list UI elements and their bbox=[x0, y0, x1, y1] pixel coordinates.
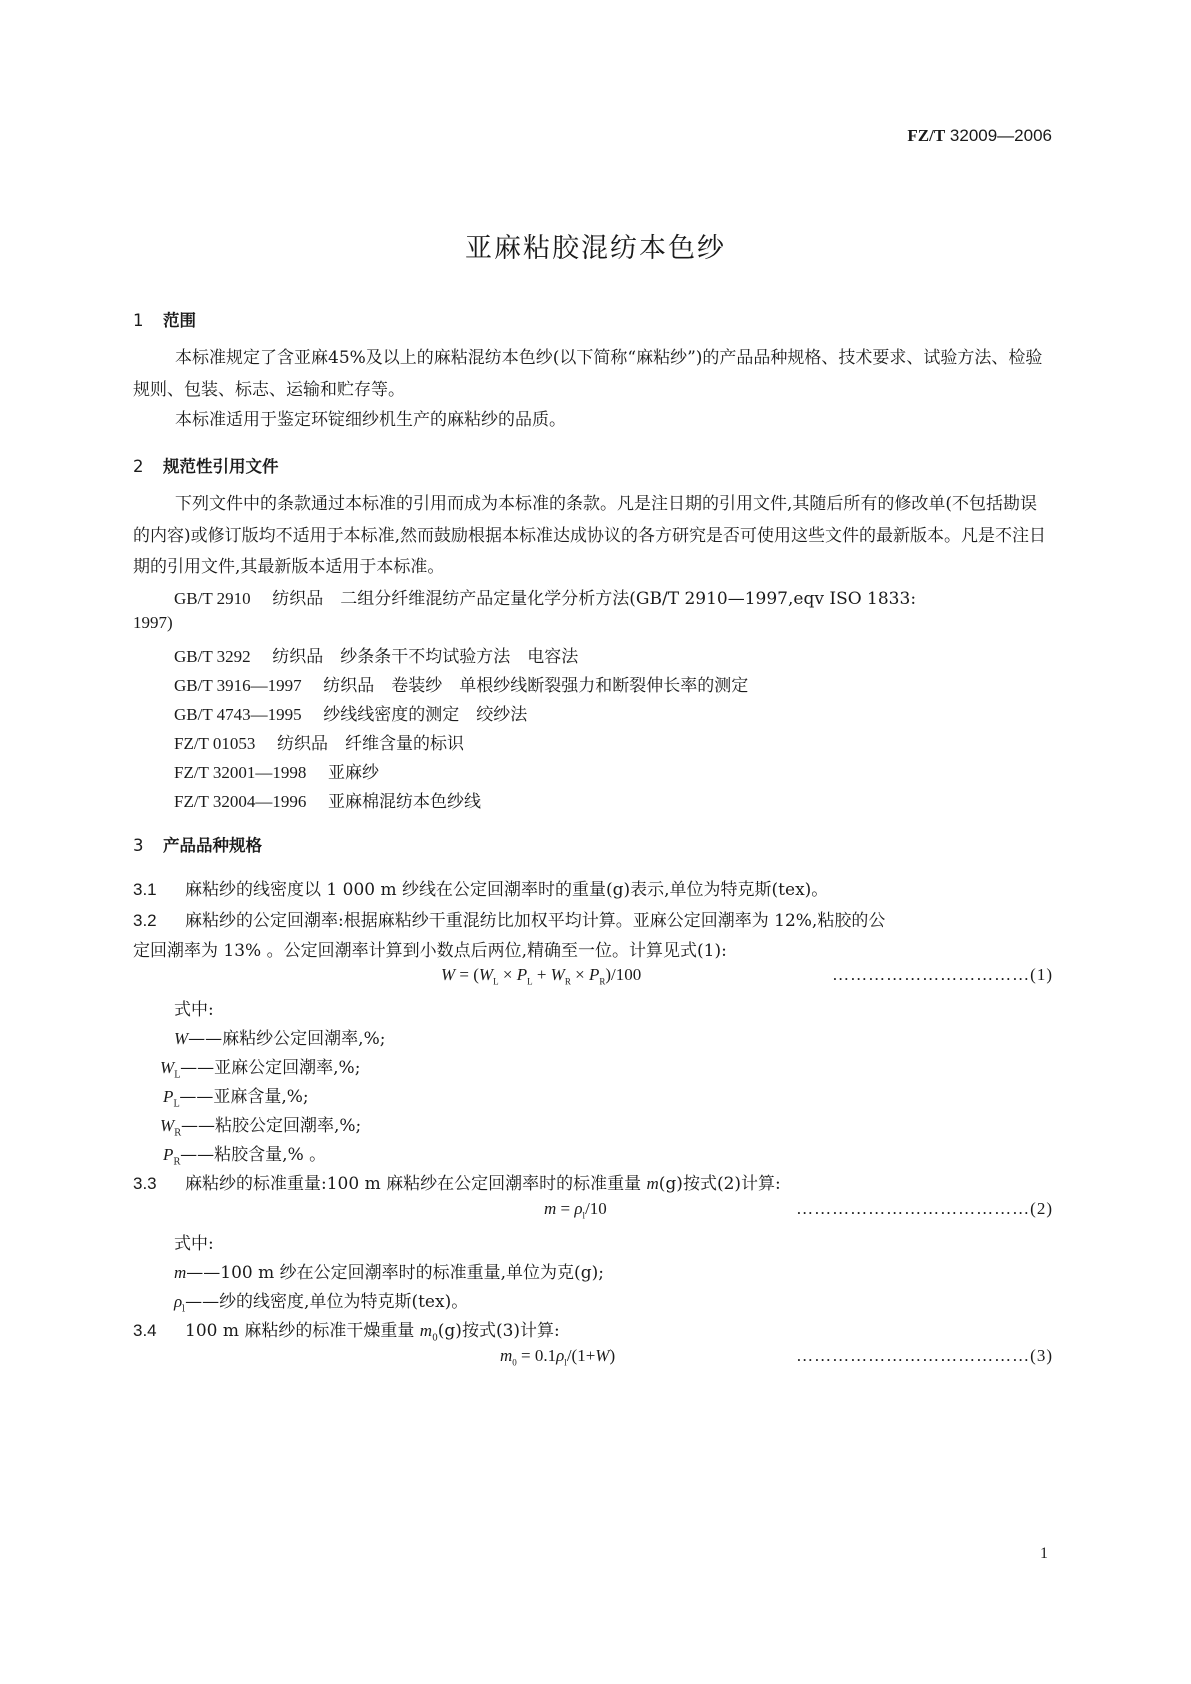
reference-item bbox=[174, 671, 748, 696]
formula-tail: /(1+ bbox=[566, 1346, 596, 1365]
formula-subscript: 0 bbox=[512, 1357, 517, 1368]
section-3-heading bbox=[133, 832, 262, 856]
page-number: 1 bbox=[1040, 1545, 1048, 1562]
variable-subscript: R bbox=[174, 1128, 181, 1139]
clause-text-tail: (g)按式(2)计算: bbox=[658, 1174, 781, 1194]
standard-code-prefix: FZ/T bbox=[907, 126, 946, 145]
variable-description: ——麻粘纱公定回潮率,%; bbox=[188, 1029, 386, 1049]
clause-text: 麻粘纱的标准重量:100 m 麻粘纱在公定回潮率时的标准重量 bbox=[185, 1174, 647, 1194]
reference-item bbox=[174, 758, 379, 783]
clause-number: 3.3 bbox=[133, 1174, 157, 1193]
clause-text: 麻粘纱的公定回潮率:根据麻粘纱干重混纺比加权平均计算。亚麻公定回潮率为 12%,粘胶的公 bbox=[185, 911, 886, 931]
variable-description: ——亚麻公定回潮率,%; bbox=[180, 1058, 361, 1078]
formula-symbol: W bbox=[550, 965, 565, 984]
variable-definition bbox=[163, 1140, 326, 1167]
variable-symbol: P bbox=[163, 1145, 174, 1164]
reference-title: 亚麻纱 bbox=[328, 763, 380, 783]
reference-code: FZ/T 32001—1998 bbox=[174, 763, 307, 782]
reference-code: GB/T 3916—1997 bbox=[174, 676, 302, 695]
section-2-heading bbox=[133, 453, 279, 477]
section-title: 产品品种规格 bbox=[163, 836, 262, 855]
variable-symbol: P bbox=[163, 1087, 174, 1106]
reference-code: FZ/T 01053 bbox=[174, 734, 256, 753]
section-number: 2 bbox=[133, 457, 144, 476]
formula-symbol: m bbox=[500, 1346, 513, 1365]
reference-item bbox=[174, 729, 464, 754]
reference-title: 亚麻棉混纺本色纱线 bbox=[328, 792, 482, 812]
formula-subscript: l bbox=[582, 1210, 586, 1221]
section-2-paragraph-1: 下列文件中的条款通过本标准的引用而成为本标准的条款。凡是注日期的引用文件,其随后所有的修改单(不包括勘误的内容)或修订版均不适用于本标准,然而鼓励根据本标准达成协议的各方研究是否可使用这些文件的最新版本。凡是不注日期的引用文件,其最新版本适用于本标准。 bbox=[133, 494, 1047, 577]
formula-symbol: W bbox=[441, 965, 456, 984]
reference-item bbox=[174, 642, 578, 667]
variable-description: ——粘胶公定回潮率,%; bbox=[180, 1116, 362, 1136]
clause-number: 3.1 bbox=[133, 880, 157, 899]
clause-text: 麻粘纱的线密度以 1 000 m 纱线在公定回潮率时的重量(g)表示,单位为特克斯(tex)。 bbox=[185, 880, 829, 900]
reference-title: 纺织品 卷装纱 单根纱线断裂强力和断裂伸长率的测定 bbox=[323, 676, 749, 696]
standard-code-number: 32009—2006 bbox=[949, 126, 1052, 145]
variable-description: ——100 m 纱在公定回潮率时的标准重量,单位为克(g); bbox=[186, 1263, 604, 1283]
variable-symbol: W bbox=[160, 1116, 175, 1135]
variable-definition bbox=[174, 1024, 385, 1049]
section-1-heading bbox=[133, 307, 196, 331]
variable-description: ——亚麻含量,%; bbox=[179, 1087, 309, 1107]
formula-symbol: P bbox=[516, 965, 528, 984]
reference-code: FZ/T 32004—1996 bbox=[174, 792, 307, 811]
section-number: 1 bbox=[133, 311, 144, 330]
variable-description: ——纱的线密度,单位为特克斯(tex)。 bbox=[185, 1292, 469, 1312]
reference-code: GB/T 2910 bbox=[174, 589, 251, 608]
clause-symbol: m bbox=[646, 1174, 659, 1193]
variable-subscript: R bbox=[173, 1157, 181, 1168]
document-title: 亚麻粘胶混纺本色纱 bbox=[465, 233, 726, 264]
reference-item-continuation bbox=[133, 613, 173, 633]
formula-2-number: …………………………………(2) bbox=[796, 1199, 1053, 1218]
clause-text-tail: (g)按式(3)计算: bbox=[437, 1321, 560, 1341]
formula-subscript: l bbox=[564, 1357, 567, 1368]
clause-3-4 bbox=[133, 1316, 560, 1343]
formula-operator: = 0.1 bbox=[516, 1346, 557, 1365]
formula-3 bbox=[500, 1346, 615, 1367]
variable-description: ——粘胶含量,% 。 bbox=[180, 1145, 327, 1165]
formula-subscript: R bbox=[599, 976, 606, 987]
clause-3-3 bbox=[133, 1169, 781, 1194]
variable-symbol: W bbox=[160, 1058, 175, 1077]
clause-number: 3.2 bbox=[133, 911, 157, 930]
clause-symbol: m bbox=[419, 1321, 433, 1340]
reference-code: GB/T 3292 bbox=[174, 647, 251, 666]
clause-text: 100 m 麻粘纱的标准干燥重量 bbox=[185, 1321, 420, 1341]
formula-1: $W = (W_L \times P_L + W_R \times P_R)/100$ bbox=[441, 965, 642, 987]
formula-symbol: W bbox=[595, 1346, 610, 1365]
clause-3-1 bbox=[133, 875, 828, 900]
formula-tail: )/100 bbox=[605, 965, 642, 984]
reference-title: 纺织品 纱条条干不均试验方法 电容法 bbox=[272, 647, 579, 667]
formula-subscript: R bbox=[564, 976, 571, 987]
clause-number: 3.4 bbox=[133, 1321, 157, 1340]
formula-subscript: L bbox=[527, 976, 533, 987]
variable-symbol: m bbox=[174, 1263, 187, 1282]
reference-item bbox=[174, 700, 527, 725]
formula-2 bbox=[544, 1199, 607, 1220]
section-1-paragraph-1: 本标准规定了含亚麻45%及以上的麻粘混纺本色纱(以下简称“麻粘纱”)的产品品种规格、技术要求、试验方法、检验规则、包装、标志、运输和贮存等。 bbox=[133, 348, 1043, 400]
clause-3-2-continuation: 定回潮率为 13% 。公定回潮率计算到小数点后两位,精确至一位。计算见式(1): bbox=[133, 941, 727, 961]
clause-3-2 bbox=[133, 906, 885, 931]
formula-operator: = bbox=[556, 1199, 575, 1218]
formula-symbol: W bbox=[478, 965, 494, 984]
formula-symbol: ρ bbox=[574, 1199, 583, 1218]
section-1-paragraph-2: 本标准适用于鉴定环锭细纱机生产的麻粘纱的品质。 bbox=[175, 410, 566, 430]
variable-symbol: ρ bbox=[174, 1292, 183, 1311]
variable-definition bbox=[174, 1258, 604, 1283]
variable-definition bbox=[174, 1287, 468, 1314]
variable-subscript: L bbox=[173, 1099, 180, 1110]
variable-definition bbox=[163, 1082, 309, 1109]
formula-3-number: …………………………………(3) bbox=[796, 1346, 1053, 1365]
section-number: 3 bbox=[133, 836, 144, 855]
formula-1-number: ……………………………(1) bbox=[832, 965, 1053, 984]
standard-code bbox=[907, 126, 1052, 146]
reference-title: 纺织品 二组分纤维混纺产品定量化学分析方法(GB/T 2910—1997,eqv ISO 1833: bbox=[272, 589, 917, 609]
section-title: 规范性引用文件 bbox=[163, 457, 279, 476]
variable-subscript: l bbox=[182, 1304, 186, 1315]
clause-subscript: 0 bbox=[432, 1333, 438, 1344]
reference-code: 1997) bbox=[133, 613, 173, 632]
where-label: 式中: bbox=[174, 1000, 214, 1020]
reference-item bbox=[174, 584, 916, 609]
formula-tail: /10 bbox=[585, 1199, 607, 1218]
variable-symbol: W bbox=[174, 1029, 189, 1048]
formula-symbol: ρ bbox=[556, 1346, 565, 1365]
reference-item bbox=[174, 787, 481, 812]
reference-title: 纺织品 纤维含量的标识 bbox=[277, 734, 465, 754]
variable-definition bbox=[160, 1111, 361, 1138]
formula-symbol: m bbox=[544, 1199, 557, 1218]
formula-subscript: L bbox=[493, 976, 499, 987]
reference-code: GB/T 4743—1995 bbox=[174, 705, 302, 724]
where-label: 式中: bbox=[174, 1234, 214, 1254]
variable-subscript: L bbox=[174, 1070, 181, 1081]
formula-operator: = ( bbox=[459, 965, 479, 984]
reference-title: 纱线线密度的测定 绞纱法 bbox=[323, 705, 528, 725]
variable-definition bbox=[160, 1053, 360, 1080]
formula-symbol: P bbox=[588, 965, 600, 984]
section-title: 范围 bbox=[163, 311, 196, 330]
formula-tail: ) bbox=[609, 1346, 616, 1365]
